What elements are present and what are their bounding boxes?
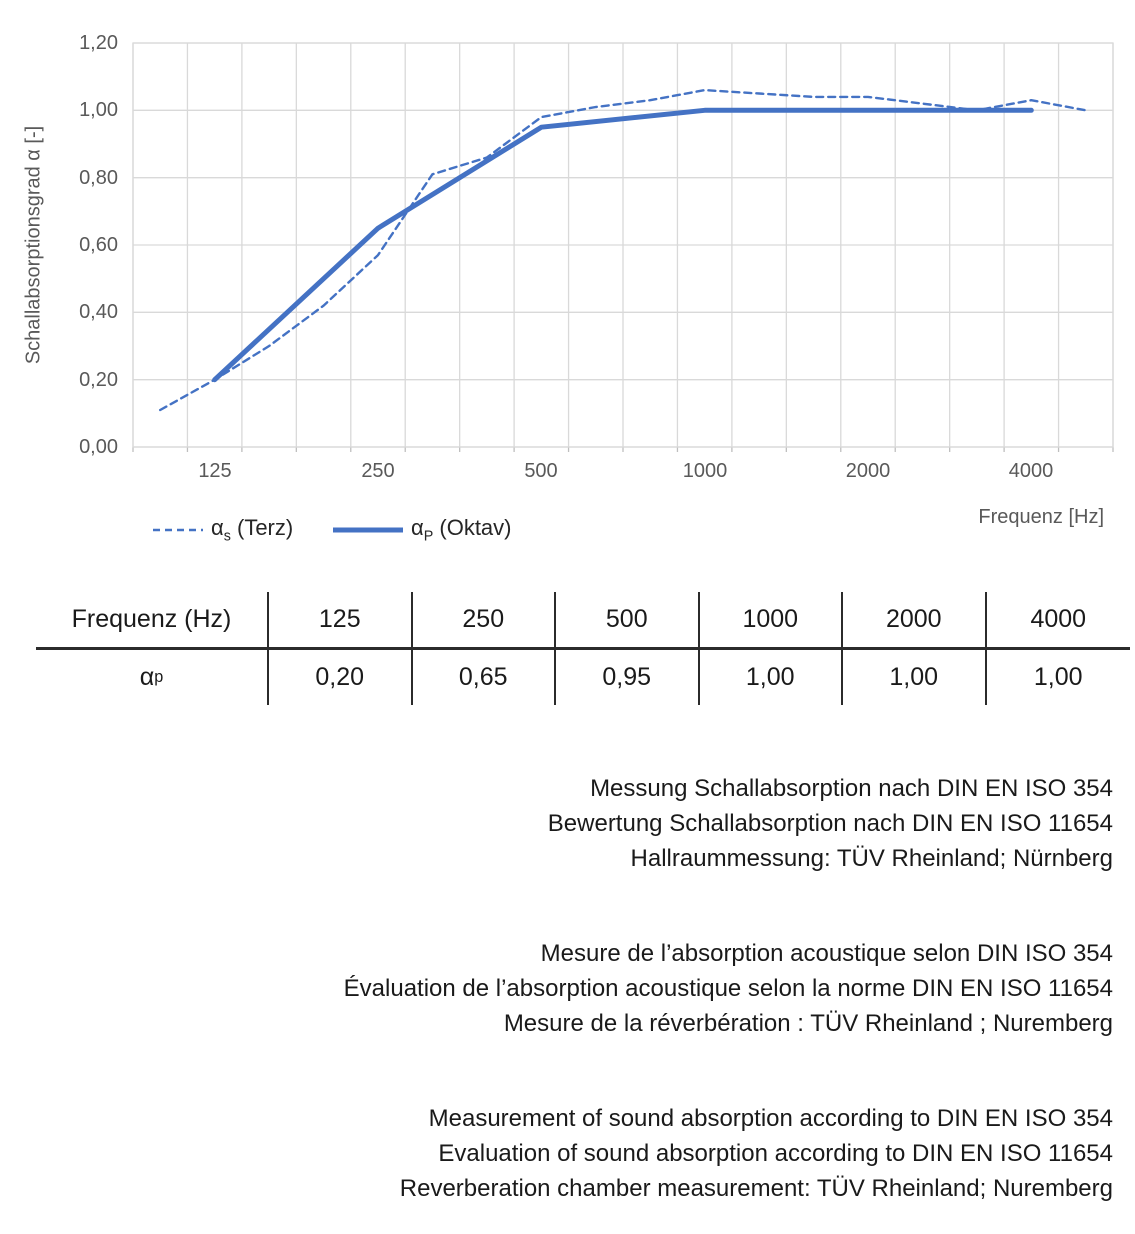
x-tick-label: 4000	[1008, 460, 1054, 482]
absorption-table	[36, 592, 1130, 705]
table-value-cell: 0,65	[413, 650, 557, 705]
dashed-line-sample-icon	[152, 523, 204, 537]
table-header-cell: 2000	[843, 592, 987, 647]
note-line: Bewertung Schallabsorption nach DIN EN ISO 11654	[547, 810, 1113, 837]
note-english	[0, 1101, 1113, 1206]
table-value-cell: 1,00	[1033, 663, 1083, 691]
y-tick-label: 1,20	[79, 32, 118, 54]
note-german	[0, 771, 1113, 876]
x-tick-label: 250	[361, 460, 395, 482]
note-line: Reverberation chamber measurement: TÜV Rheinland; Nuremberg	[399, 1175, 1113, 1202]
table-value-cell: 1,00	[843, 650, 987, 705]
legend-label: $\alpha_P$ (Oktav)	[411, 515, 512, 545]
x-tick-label: 1000	[682, 460, 728, 482]
y-tick-label: 1,00	[79, 99, 118, 121]
note-line: Mesure de l’absorption acoustique selon DIN ISO 354	[540, 940, 1113, 967]
y-tick-label: 0,20	[79, 369, 118, 391]
table-header-label: Frequenz (Hz)	[36, 592, 269, 647]
y-tick-label: 0,00	[79, 436, 118, 458]
table-value-cell: 0,95	[556, 650, 700, 705]
solid-line-sample-icon	[332, 523, 404, 537]
table-row-label: α p	[36, 650, 269, 705]
y-tick-label: 0,40	[79, 301, 118, 323]
note-french	[0, 936, 1113, 1041]
note-line: Mesure de la réverbération : TÜV Rheinland ; Nuremberg	[503, 1010, 1113, 1037]
x-tick-label: 125	[198, 460, 232, 482]
table-header-cell: 125	[269, 592, 413, 647]
y-tick-label: 0,60	[79, 234, 118, 256]
note-line: Measurement of sound absorption according to DIN EN ISO 354	[428, 1105, 1113, 1132]
x-tick-label: 500	[524, 460, 558, 482]
x-axis-title: Frequenz [Hz]	[978, 506, 1104, 528]
table-header-cell: 250	[413, 592, 557, 647]
legend-item-alpha-p	[332, 516, 512, 544]
table-value-cell: 1,00	[700, 650, 844, 705]
table-value-cell: 0,20	[269, 650, 413, 705]
note-line: Évaluation de l’absorption acoustique selon la norme DIN EN ISO 11654	[343, 975, 1113, 1002]
y-tick-label: 0,80	[79, 167, 118, 189]
legend-item-alpha-s	[152, 516, 293, 544]
note-line: Evaluation of sound absorption according to DIN EN ISO 11654	[438, 1140, 1113, 1167]
note-line: Messung Schallabsorption nach DIN EN ISO 354	[590, 775, 1113, 802]
note-line: Hallraummessung: TÜV Rheinland; Nürnberg	[630, 845, 1113, 872]
table-header-cell: 500	[556, 592, 700, 647]
absorption-chart	[0, 0, 1135, 560]
x-tick-label: 2000	[845, 460, 891, 482]
table-header-cell: 4000	[1030, 605, 1087, 633]
table-header-cell: 1000	[700, 592, 844, 647]
legend-label: $\alpha_s$ (Terz)	[211, 515, 294, 545]
y-axis-title: Schallabsorptionsgrad α [-]	[22, 125, 45, 365]
